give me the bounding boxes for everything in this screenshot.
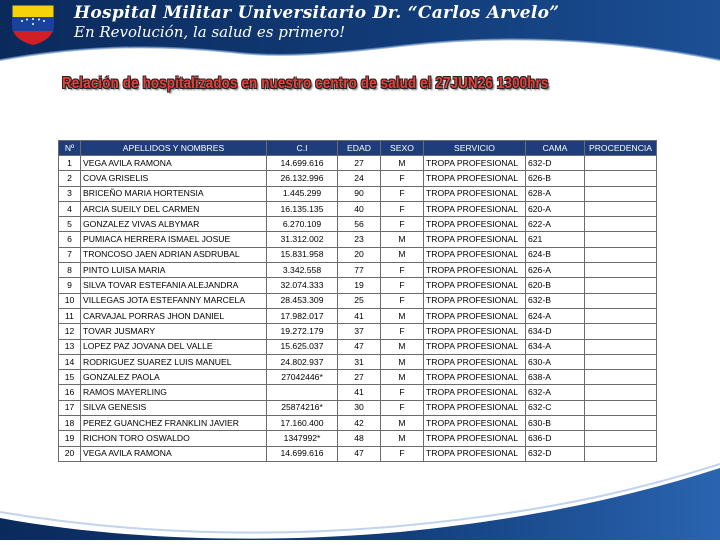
patient-service: TROPA PROFESIONAL	[424, 293, 526, 308]
header-banner	[0, 0, 720, 70]
patient-service: TROPA PROFESIONAL	[424, 339, 526, 354]
patient-ci: 24.802.937	[267, 354, 338, 369]
patient-bed: 632-C	[526, 400, 585, 415]
patient-bed: 628-A	[526, 186, 585, 201]
patient-age: 40	[338, 201, 381, 216]
row-number: 17	[59, 400, 81, 415]
patient-age: 25	[338, 293, 381, 308]
patient-sex: M	[381, 247, 424, 262]
patient-ci: 27042446*	[267, 370, 338, 385]
row-number: 1	[59, 156, 81, 171]
patient-origin	[585, 186, 657, 201]
hospital-logo	[8, 2, 58, 46]
patient-origin	[585, 324, 657, 339]
patient-ci: 31.312.002	[267, 232, 338, 247]
patient-ci: 1347992*	[267, 431, 338, 446]
patient-origin	[585, 431, 657, 446]
patient-name: RODRIGUEZ SUAREZ LUIS MANUEL	[81, 354, 267, 369]
table-row	[59, 431, 657, 446]
patient-ci: 15.625.037	[267, 339, 338, 354]
patient-age: 42	[338, 416, 381, 431]
patient-bed: 632-B	[526, 293, 585, 308]
column-header: CAMA	[526, 141, 585, 156]
patient-origin	[585, 217, 657, 232]
patient-bed: 624-A	[526, 308, 585, 323]
row-number: 11	[59, 308, 81, 323]
column-header: SERVICIO	[424, 141, 526, 156]
table-row	[59, 278, 657, 293]
patient-service: TROPA PROFESIONAL	[424, 201, 526, 216]
patient-bed: 638-A	[526, 370, 585, 385]
column-header: Nº	[59, 141, 81, 156]
patient-service: TROPA PROFESIONAL	[424, 354, 526, 369]
patient-age: 56	[338, 217, 381, 232]
patient-origin	[585, 156, 657, 171]
patient-origin	[585, 416, 657, 431]
patient-name: SILVA GENESIS	[81, 400, 267, 415]
patient-sex: F	[381, 278, 424, 293]
patient-ci: 26.132.996	[267, 171, 338, 186]
patient-age: 31	[338, 354, 381, 369]
patient-age: 48	[338, 431, 381, 446]
row-number: 15	[59, 370, 81, 385]
table-row	[59, 247, 657, 262]
patient-bed: 620-A	[526, 201, 585, 216]
patient-ci: 3.342.558	[267, 263, 338, 278]
patient-bed: 622-A	[526, 217, 585, 232]
patient-sex: M	[381, 370, 424, 385]
patient-name: PINTO LUISA MARIA	[81, 263, 267, 278]
table-row	[59, 324, 657, 339]
patient-bed: 621	[526, 232, 585, 247]
patient-sex: M	[381, 354, 424, 369]
patient-bed: 626-A	[526, 263, 585, 278]
patient-sex: M	[381, 431, 424, 446]
patient-age: 27	[338, 156, 381, 171]
patient-origin	[585, 201, 657, 216]
patient-ci: 32.074.333	[267, 278, 338, 293]
table-body	[59, 156, 657, 462]
patient-service: TROPA PROFESIONAL	[424, 400, 526, 415]
table-row	[59, 186, 657, 201]
patient-sex: F	[381, 293, 424, 308]
patient-origin	[585, 400, 657, 415]
patient-sex: M	[381, 156, 424, 171]
patient-origin	[585, 263, 657, 278]
patient-bed: 630-A	[526, 354, 585, 369]
patient-age: 41	[338, 385, 381, 400]
table-row	[59, 354, 657, 369]
patient-age: 23	[338, 232, 381, 247]
patient-name: BRICEÑO MARIA HORTENSIA	[81, 186, 267, 201]
table-row	[59, 416, 657, 431]
patient-age: 47	[338, 446, 381, 461]
patient-service: TROPA PROFESIONAL	[424, 171, 526, 186]
patient-origin	[585, 308, 657, 323]
patient-bed: 632-D	[526, 156, 585, 171]
row-number: 3	[59, 186, 81, 201]
patient-ci: 25874216*	[267, 400, 338, 415]
patient-origin	[585, 171, 657, 186]
row-number: 6	[59, 232, 81, 247]
patient-service: TROPA PROFESIONAL	[424, 263, 526, 278]
patient-age: 27	[338, 370, 381, 385]
patient-name: CARVAJAL PORRAS JHON DANIEL	[81, 308, 267, 323]
patient-ci: 17.982.017	[267, 308, 338, 323]
row-number: 13	[59, 339, 81, 354]
row-number: 18	[59, 416, 81, 431]
patient-sex: F	[381, 201, 424, 216]
hospitalized-table-wrap	[58, 140, 657, 462]
patient-name: GONZALEZ VIVAS ALBYMAR	[81, 217, 267, 232]
row-number: 20	[59, 446, 81, 461]
patient-sex: M	[381, 339, 424, 354]
patient-name: RICHON TORO OSWALDO	[81, 431, 267, 446]
patient-age: 20	[338, 247, 381, 262]
patient-age: 77	[338, 263, 381, 278]
patient-sex: M	[381, 416, 424, 431]
patient-ci: 15.831.958	[267, 247, 338, 262]
report-heading: Relación de hospitalizados en nuestro centro de salud el 27JUN26 1300hrs	[62, 75, 549, 92]
patient-age: 37	[338, 324, 381, 339]
patient-ci: 19.272.179	[267, 324, 338, 339]
patient-name: VEGA AVILA RAMONA	[81, 446, 267, 461]
patient-ci: 28.453.309	[267, 293, 338, 308]
column-header: APELLIDOS Y NOMBRES	[81, 141, 267, 156]
patient-service: TROPA PROFESIONAL	[424, 446, 526, 461]
table-row	[59, 400, 657, 415]
patient-age: 24	[338, 171, 381, 186]
patient-name: ARCIA SUEILY DEL CARMEN	[81, 201, 267, 216]
patient-sex: F	[381, 263, 424, 278]
patient-service: TROPA PROFESIONAL	[424, 370, 526, 385]
patient-name: RAMOS MAYERLING	[81, 385, 267, 400]
patient-service: TROPA PROFESIONAL	[424, 232, 526, 247]
patient-sex: F	[381, 171, 424, 186]
patient-age: 30	[338, 400, 381, 415]
row-number: 10	[59, 293, 81, 308]
row-number: 16	[59, 385, 81, 400]
patient-origin	[585, 293, 657, 308]
patient-ci	[267, 385, 338, 400]
patient-name: GONZALEZ PAOLA	[81, 370, 267, 385]
table-row	[59, 339, 657, 354]
patient-name: PEREZ GUANCHEZ FRANKLIN JAVIER	[81, 416, 267, 431]
row-number: 12	[59, 324, 81, 339]
patient-service: TROPA PROFESIONAL	[424, 416, 526, 431]
patient-sex: F	[381, 324, 424, 339]
row-number: 5	[59, 217, 81, 232]
patient-origin	[585, 278, 657, 293]
table-row	[59, 385, 657, 400]
table-row	[59, 232, 657, 247]
patient-origin	[585, 232, 657, 247]
patient-origin	[585, 385, 657, 400]
patient-service: TROPA PROFESIONAL	[424, 431, 526, 446]
row-number: 2	[59, 171, 81, 186]
patient-name: PUMIACA HERRERA ISMAEL JOSUE	[81, 232, 267, 247]
patient-service: TROPA PROFESIONAL	[424, 217, 526, 232]
patient-sex: F	[381, 400, 424, 415]
patient-sex: F	[381, 446, 424, 461]
patient-bed: 626-B	[526, 171, 585, 186]
patient-ci: 1.445.299	[267, 186, 338, 201]
patient-bed: 630-B	[526, 416, 585, 431]
patient-bed: 624-B	[526, 247, 585, 262]
patient-ci: 14.699.616	[267, 156, 338, 171]
patient-sex: F	[381, 385, 424, 400]
patient-service: TROPA PROFESIONAL	[424, 247, 526, 262]
patient-age: 19	[338, 278, 381, 293]
column-header: EDAD	[338, 141, 381, 156]
patient-bed: 632-A	[526, 385, 585, 400]
patient-bed: 634-D	[526, 324, 585, 339]
patient-service: TROPA PROFESIONAL	[424, 186, 526, 201]
patient-ci: 16.135.135	[267, 201, 338, 216]
patient-name: TOVAR JUSMARY	[81, 324, 267, 339]
patient-age: 90	[338, 186, 381, 201]
patient-age: 41	[338, 308, 381, 323]
patient-name: COVA GRISELIS	[81, 171, 267, 186]
table-header-row	[59, 141, 657, 156]
patient-service: TROPA PROFESIONAL	[424, 324, 526, 339]
patient-age: 47	[338, 339, 381, 354]
row-number: 8	[59, 263, 81, 278]
footer-wave	[0, 460, 720, 540]
row-number: 7	[59, 247, 81, 262]
hospital-title: Hospital Militar Universitario Dr. “Carlos Arvelo”	[74, 3, 560, 23]
table-row	[59, 293, 657, 308]
table-row	[59, 156, 657, 171]
table-row	[59, 308, 657, 323]
patient-origin	[585, 354, 657, 369]
patient-origin	[585, 247, 657, 262]
table-row	[59, 217, 657, 232]
patient-name: VEGA AVILA RAMONA	[81, 156, 267, 171]
table-row	[59, 201, 657, 216]
hospitalized-table	[58, 140, 657, 462]
patient-bed: 636-D	[526, 431, 585, 446]
patient-ci: 14.699.616	[267, 446, 338, 461]
patient-sex: M	[381, 308, 424, 323]
table-row	[59, 263, 657, 278]
patient-name: VILLEGAS JOTA ESTEFANNY MARCELA	[81, 293, 267, 308]
patient-bed: 632-D	[526, 446, 585, 461]
patient-name: SILVA TOVAR ESTEFANIA ALEJANDRA	[81, 278, 267, 293]
patient-bed: 620-B	[526, 278, 585, 293]
row-number: 14	[59, 354, 81, 369]
patient-service: TROPA PROFESIONAL	[424, 278, 526, 293]
column-header: C.I	[267, 141, 338, 156]
patient-origin	[585, 370, 657, 385]
patient-service: TROPA PROFESIONAL	[424, 308, 526, 323]
row-number: 19	[59, 431, 81, 446]
patient-sex: F	[381, 217, 424, 232]
table-row	[59, 370, 657, 385]
row-number: 4	[59, 201, 81, 216]
patient-service: TROPA PROFESIONAL	[424, 156, 526, 171]
patient-name: LOPEZ PAZ JOVANA DEL VALLE	[81, 339, 267, 354]
patient-sex: F	[381, 186, 424, 201]
patient-ci: 17.160.400	[267, 416, 338, 431]
patient-origin	[585, 339, 657, 354]
column-header: PROCEDENCIA	[585, 141, 657, 156]
column-header: SEXO	[381, 141, 424, 156]
patient-sex: M	[381, 232, 424, 247]
hospital-slogan: En Revolución, la salud es primero!	[74, 23, 346, 41]
patient-name: TRONCOSO JAEN ADRIAN ASDRUBAL	[81, 247, 267, 262]
table-row	[59, 171, 657, 186]
row-number: 9	[59, 278, 81, 293]
patient-bed: 634-A	[526, 339, 585, 354]
patient-ci: 6.270.109	[267, 217, 338, 232]
patient-service: TROPA PROFESIONAL	[424, 385, 526, 400]
